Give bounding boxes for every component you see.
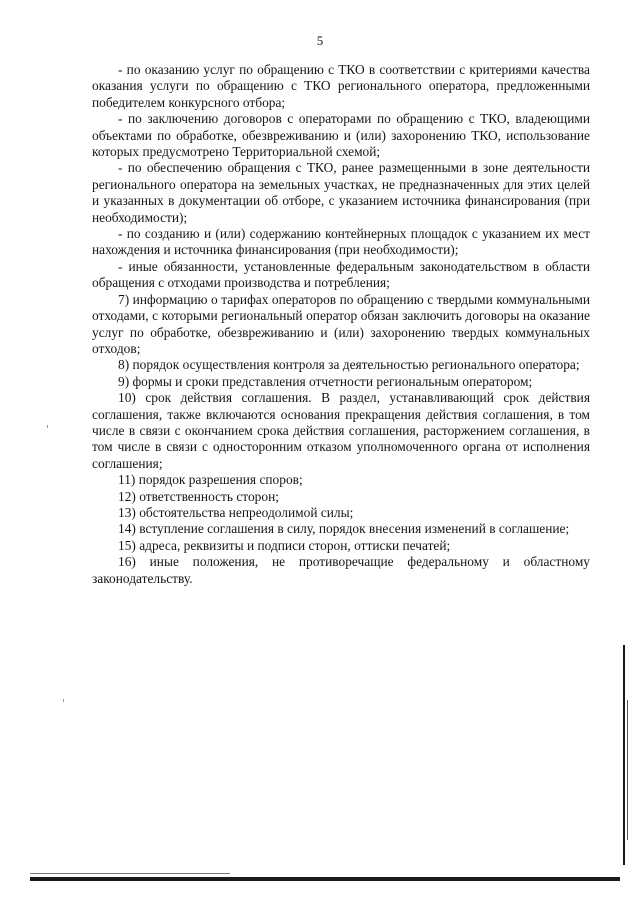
- scan-edge-mark-right-thin: [627, 700, 628, 840]
- paragraph-obligation-service-quality: - по оказанию услуг по обращению с ТКО в соответствии с критериями качества оказания услуги по обращению с ТКО регионального оператора, предложенными победителем конкурсного отбора;: [92, 62, 590, 110]
- paragraph-obligation-other: - иные обязанности, установленные федеральным законодательством в области обращения с отходами производства и потребления;: [92, 258, 590, 291]
- paragraph-obligation-operator-contracts: - по заключению договоров с операторами по обращению с ТКО, владеющими объектами по обработке, обезвреживанию и (или) захоронению ТКО, использование которых предусмотрено Территориальной схемой;: [92, 111, 590, 160]
- paragraph-item-11: 11) порядок разрешения споров;: [118, 472, 303, 488]
- scan-edge-mark-right: [623, 645, 625, 865]
- scan-edge-mark-bottom: [30, 877, 620, 881]
- paragraph-item-16: 16) иные положения, не противоречащие федеральному и областному законодательству.: [92, 554, 590, 586]
- document-body: [92, 62, 590, 587]
- paragraph-obligation-container-sites: - по созданию и (или) содержанию контейнерных площадок с указанием их мест нахождения и источника финансирования (при необходимости);: [92, 226, 590, 258]
- paragraph-item-7: 7) информацию о тарифах операторов по обращению с твердыми коммунальными отходами, с которыми региональный оператор обязан заключить договоры на оказание услуг по обработке, обезвреживанию и (или) захоронению твердых коммунальных отходов;: [92, 291, 590, 356]
- paragraph-item-12: 12) ответственность сторон;: [118, 488, 279, 504]
- scan-edge-mark-bottom-thin: [30, 873, 230, 874]
- page-number: 5: [316, 33, 324, 48]
- paragraph-item-8: 8) порядок осуществления контроля за деятельностью регионального оператора;: [118, 357, 580, 373]
- paragraph-item-9: 9) формы и сроки представления отчетности региональным оператором;: [118, 373, 533, 389]
- paragraph-obligation-previously-placed-waste: - по обеспечению обращения с ТКО, ранее размещенными в зоне деятельности регионального оператора на земельных участках, не предназначенных для этих целей и указанных в документации об отборе, с указанием источника финансирования (при необходимости);: [92, 160, 590, 225]
- paragraph-item-10: 10) срок действия соглашения. В раздел, устанавливающий срок действия соглашения, также включаются основания прекращения действия соглашения, в том числе в связи с окончанием срока действия соглашения, расторжением соглашения, в том числе в связи с односторонним отказом уполномоченного органа от исполнения соглашения;: [92, 390, 590, 471]
- paragraph-item-15: 15) адреса, реквизиты и подписи сторон, оттиски печатей;: [118, 537, 451, 553]
- paragraph-item-14: 14) вступление соглашения в силу, порядок внесения изменений в соглашение;: [118, 521, 570, 537]
- paragraph-item-13: 13) обстоятельства непреодолимой силы;: [118, 504, 354, 520]
- scan-speck: [47, 425, 48, 428]
- scan-speck: [63, 699, 64, 702]
